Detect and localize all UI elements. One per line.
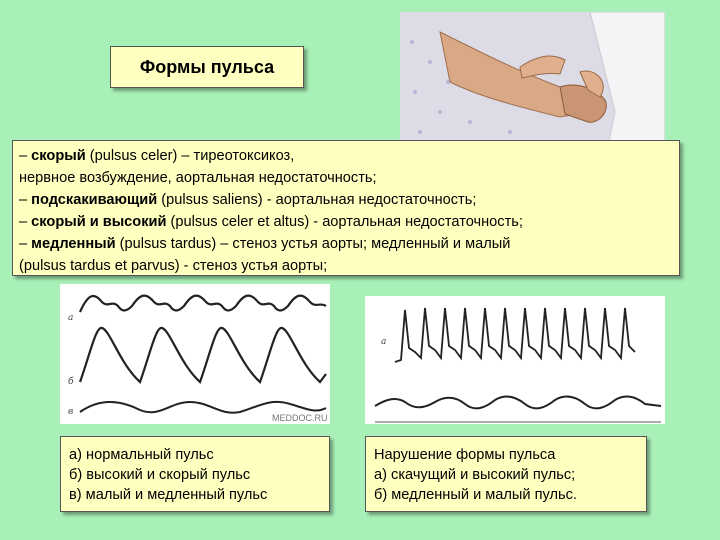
desc-saliens: (pulsus saliens) - аортальная недостаточность; xyxy=(157,192,477,208)
abnormal-pulse-traces xyxy=(365,296,665,424)
text-line-1 xyxy=(19,145,673,167)
pulse-types-box xyxy=(12,140,680,276)
pulse-wave-figure-right xyxy=(365,296,665,424)
caption-right-box xyxy=(365,436,647,512)
trace-high-rapid-pulse xyxy=(80,328,326,382)
text-line-5 xyxy=(19,233,673,255)
caption-left-line-2: б) высокий и скорый пульс xyxy=(69,467,251,483)
text-line-3 xyxy=(19,189,673,211)
dash: – xyxy=(19,148,32,164)
term-tardus: медленный xyxy=(31,236,116,252)
caption-right-line-3: б) медленный и малый пульс. xyxy=(374,487,577,503)
watermark: MEDDOC.RU xyxy=(272,413,328,423)
trace-label-a: а xyxy=(68,313,74,323)
trace-slow-small-pulse xyxy=(375,397,661,409)
trace-small-slow-pulse xyxy=(80,402,326,413)
dash: – xyxy=(19,192,32,208)
caption-right-line-1: Нарушение формы пульса xyxy=(374,447,556,463)
trace-label-a-right: а xyxy=(381,337,387,347)
normal-pulse-traces xyxy=(60,284,330,424)
trace-label-c: в xyxy=(68,407,74,417)
trace-label-b: б xyxy=(68,377,74,387)
caption-left-line-3: в) малый и медленный пульс xyxy=(69,487,268,503)
caption-left-box xyxy=(60,436,330,512)
page-title: Формы пульса xyxy=(139,56,275,77)
pulse-palpation-photo xyxy=(400,12,665,160)
desc-celer-altus: (pulsus celer et altus) - аортальная недостаточность; xyxy=(166,214,523,230)
title-box xyxy=(110,46,304,88)
text-line-4 xyxy=(19,211,673,233)
caption-right-line-2: а) скачущий и высокий пульс; xyxy=(374,467,576,483)
caption-left-line-1: а) нормальный пульс xyxy=(69,447,214,463)
pulse-wave-figure-left xyxy=(60,284,330,424)
desc-celer: (pulsus celer) – тиреотоксикоз, xyxy=(85,148,295,164)
text-line-6: (pulsus tardus et parvus) - стеноз устья аорты; xyxy=(19,258,328,274)
trace-normal-pulse xyxy=(80,296,326,312)
text-line-2: нервное возбуждение, аортальная недостаточность; xyxy=(19,170,377,186)
desc-tardus: (pulsus tardus) – стеноз устья аорты; медленный и малый xyxy=(115,236,511,252)
term-celer: скорый xyxy=(31,148,86,164)
term-celer-altus: скорый и высокий xyxy=(31,214,167,230)
pulse-palpation-illustration xyxy=(400,12,665,160)
trace-bounding-pulse xyxy=(395,308,635,362)
term-saliens: подскакивающий xyxy=(31,192,158,208)
dash: – xyxy=(19,214,32,230)
dash: – xyxy=(19,236,32,252)
